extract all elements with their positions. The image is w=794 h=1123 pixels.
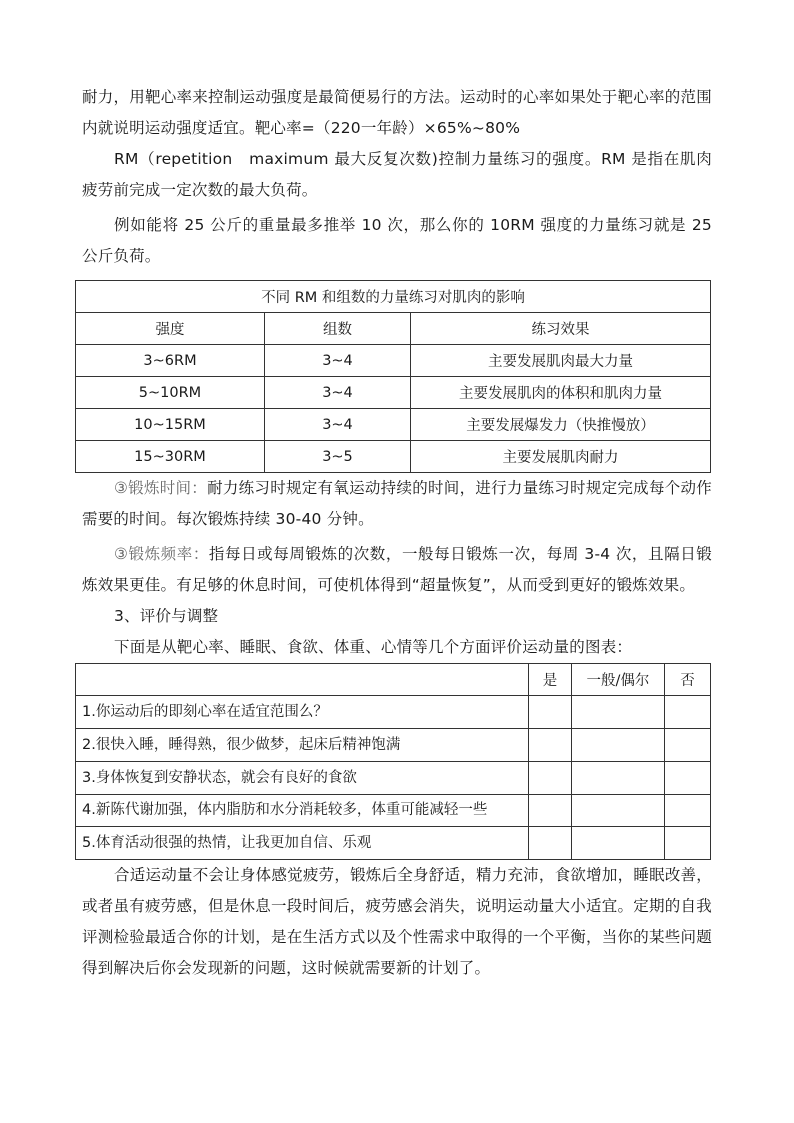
eval-cell-sometimes <box>572 762 665 795</box>
eval-cell-sometimes <box>572 696 665 729</box>
document-page <box>82 82 712 984</box>
intro-paragraph-1: 耐力，用靶心率来控制运动强度是最简便易行的方法。运动时的心率如果处于靶心率的范围内就说明运动强度适宜。靶心率=（220一年龄）×65%~80% <box>82 88 712 137</box>
exercise-time-text: 耐力练习时规定有氧运动持续的时间，进行力量练习时规定完成每个动作需要的时间。每次锻炼持续 30-40 分钟。 <box>82 479 712 528</box>
rm-cell-effect: 主要发展肌肉耐力 <box>411 441 711 473</box>
table-row <box>76 441 711 473</box>
table-row <box>76 762 711 795</box>
rm-cell-sets: 3~4 <box>265 377 411 409</box>
exercise-time-label: ③锻炼时间： <box>114 479 208 497</box>
eval-cell-yes <box>529 762 572 795</box>
eval-question: 1.你运动后的即刻心率在适宜范围么？ <box>76 696 529 729</box>
exercise-frequency-label: ③锻炼频率： <box>114 545 209 563</box>
eval-cell-no <box>665 729 711 762</box>
rm-header-sets: 组数 <box>265 313 411 345</box>
eval-cell-sometimes <box>572 795 665 827</box>
exercise-frequency-text: 指每日或每周锻炼的次数，一般每日锻炼一次，每周 3-4 次，且隔日锻炼效果更佳。有足够的休息时间，可使机体得到“超量恢复”，从而受到更好的锻炼效果。 <box>82 545 712 594</box>
table-row <box>76 795 711 827</box>
rm-table-header-row <box>76 313 711 345</box>
eval-table-header-row <box>76 664 711 696</box>
rm-cell-intensity: 10~15RM <box>76 409 265 441</box>
eval-question: 3.身体恢复到安静状态，就会有良好的食欲 <box>76 762 529 795</box>
rm-header-effect: 练习效果 <box>411 313 711 345</box>
rm-cell-effect: 主要发展肌肉的体积和肌肉力量 <box>411 377 711 409</box>
eval-question: 4.新陈代谢加强，体内脂肪和水分消耗较多，体重可能减轻一些 <box>76 795 529 827</box>
eval-header-yes: 是 <box>529 664 572 696</box>
eval-table <box>75 663 711 860</box>
rm-table-title: 不同 RM 和组数的力量练习对肌肉的影响 <box>76 281 711 313</box>
rm-cell-sets: 3~5 <box>265 441 411 473</box>
table-row <box>76 345 711 377</box>
section-heading: 3、评价与调整 <box>114 607 219 625</box>
eval-cell-yes <box>529 696 572 729</box>
table-row <box>76 827 711 860</box>
eval-question: 2.很快入睡，睡得熟，很少做梦，起床后精神饱满 <box>76 729 529 762</box>
eval-cell-no <box>665 827 711 860</box>
exercise-time-paragraph <box>82 473 712 535</box>
rm-cell-intensity: 5~10RM <box>76 377 265 409</box>
eval-cell-sometimes <box>572 729 665 762</box>
rm-cell-intensity: 15~30RM <box>76 441 265 473</box>
eval-header-sometimes: 一般/偶尔 <box>572 664 665 696</box>
rm-cell-effect: 主要发展爆发力（快推慢放） <box>411 409 711 441</box>
eval-cell-no <box>665 795 711 827</box>
closing-paragraph: 合适运动量不会让身体感觉疲劳，锻炼后全身舒适，精力充沛，食欲增加，睡眠改善，或者虽有疲劳感，但是休息一段时间后，疲劳感会消失，说明运动量大小适宜。定期的自我评测检验最适合你的计划，是在生活方式以及个性需求中取得的一个平衡，当你的某些问题得到解决后你会发现新的问题，这时候就需要新的计划了。 <box>82 866 712 977</box>
intro-paragraph-2: RM（repetition maximum 最大反复次数)控制力量练习的强度。RM 是指在肌肉疲劳前完成一定次数的最大负荷。 <box>82 150 712 199</box>
eval-cell-no <box>665 696 711 729</box>
table-row <box>76 729 711 762</box>
eval-cell-no <box>665 762 711 795</box>
intro-paragraph-3: 例如能将 25 公斤的重量最多推举 10 次，那么你的 10RM 强度的力量练习就是 25 公斤负荷。 <box>82 216 712 265</box>
eval-header-question <box>76 664 529 696</box>
table-row <box>76 377 711 409</box>
eval-cell-sometimes <box>572 827 665 860</box>
eval-header-no: 否 <box>665 664 711 696</box>
eval-cell-yes <box>529 827 572 860</box>
table-row <box>76 409 711 441</box>
rm-cell-effect: 主要发展肌肉最大力量 <box>411 345 711 377</box>
rm-cell-sets: 3~4 <box>265 345 411 377</box>
rm-cell-intensity: 3~6RM <box>76 345 265 377</box>
eval-intro: 下面是从靶心率、睡眠、食欲、体重、心情等几个方面评价运动量的图表： <box>114 638 633 656</box>
rm-table <box>75 280 711 473</box>
exercise-frequency-paragraph <box>82 539 712 601</box>
rm-cell-sets: 3~4 <box>265 409 411 441</box>
eval-cell-yes <box>529 729 572 762</box>
eval-question: 5.体育活动很强的热情，让我更加自信、乐观 <box>76 827 529 860</box>
rm-header-intensity: 强度 <box>76 313 265 345</box>
table-row <box>76 696 711 729</box>
eval-cell-yes <box>529 795 572 827</box>
